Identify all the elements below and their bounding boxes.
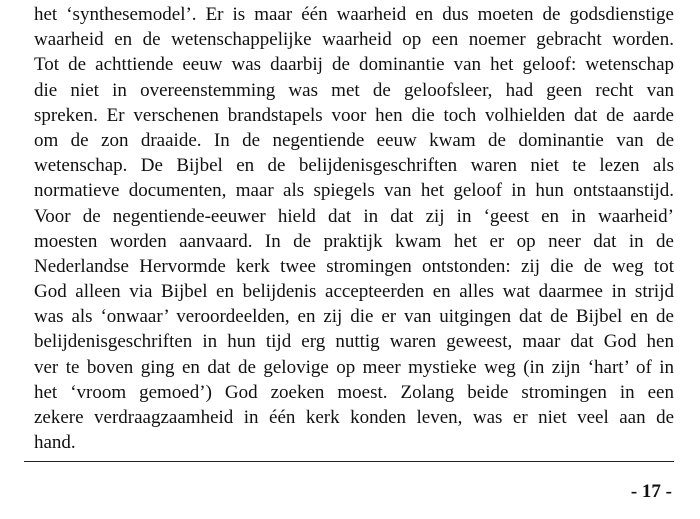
text-line: Tot de achttiende eeuw was daarbij de dominantie van het geloof: wetenschap	[34, 54, 674, 76]
page-number: - 17 -	[630, 481, 672, 502]
text-line: moesten worden aanvaard. In de praktijk kwam het er op neer dat in de	[34, 230, 674, 252]
text-line: normatieve documenten, maar als spiegels van het geloof in hun ontstaanstijd.	[34, 180, 674, 202]
text-line: zekere verdraagzaamheid in één kerk konden leven, was er niet veel aan de	[34, 407, 674, 428]
text-line: die niet in overeenstemming was met de geloofsleer, had geen recht van	[34, 79, 674, 101]
text-line: Nederlandse Hervormde kerk twee stromingen ontstonden: zij die de weg tot	[34, 255, 674, 277]
text-line: belijdenisgeschriften in hun tijd erg nuttig waren geweest, maar dat God hen	[34, 331, 674, 353]
text-line: spreken. Er verschenen brandstapels voor hen die toch volhielden dat de aarde	[34, 104, 674, 126]
text-line: was als ‘onwaar’ veroordeelden, en zij die er van uitgingen dat de Bijbel en de	[34, 306, 674, 328]
text-line: waarheid en de wetenschappelijke waarheid op een noemer gebracht worden.	[34, 29, 674, 51]
text-line: hand.	[34, 432, 76, 454]
text-line: God alleen via Bijbel en belijdenis accepteerden en alles wat daarmee in strijd	[34, 281, 674, 303]
text-line: het ‘synthesemodel’. Er is maar één waarheid en dus moeten de godsdienstige	[34, 4, 674, 25]
text-line: Voor de negentiende-eeuwer hield dat in dat zij in ‘geest en in waarheid’	[34, 205, 674, 227]
body-paragraph	[34, 2, 674, 455]
text-line: ver te boven ging en dat de gelovige op meer mystieke weg (in zijn ‘hart’ of in	[34, 356, 674, 378]
text-line: om de zon draaide. In de negentiende eeuw kwam de dominantie van de	[34, 129, 674, 151]
text-line: wetenschap. De Bijbel en de belijdenisgeschriften waren niet te lezen als	[34, 155, 674, 177]
footer-divider	[24, 461, 674, 462]
text-line: het ‘vroom gemoed’) God zoeken moest. Zolang beide stromingen in een	[34, 381, 674, 403]
